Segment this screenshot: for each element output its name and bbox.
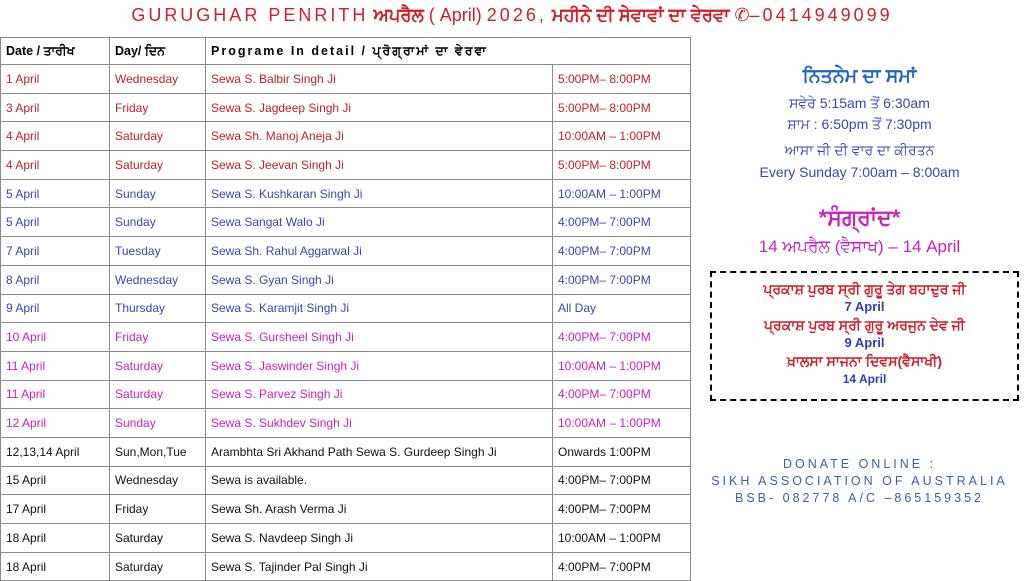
gurpurab-title: ਖ਼ਾਲਸਾ ਸਾਜਨਾ ਦਿਵਸ(ਵੈਸਾਖੀ) [786,353,943,369]
cell-time: 4:00PM– 7:00PM [553,208,691,237]
cell-day: Sun,Mon,Tue [110,437,206,466]
cell-day: Wednesday [110,265,206,294]
cell-day: Saturday [110,380,206,409]
cell-day: Saturday [110,552,206,581]
cell-day: Saturday [110,351,206,380]
cell-program: Sewa S. Jaswinder Singh Ji [206,351,553,380]
cell-day: Wednesday [110,65,206,94]
table-row [1,323,691,352]
table-row [1,552,691,581]
cell-time: 4:00PM– 7:00PM [553,495,691,524]
cell-program: Sewa S. Parvez Singh Ji [206,380,553,409]
table-row [1,437,691,466]
cell-date: 15 April [1,466,110,495]
cell-day: Saturday [110,151,206,180]
gurpurab-box [710,271,1019,401]
cell-day: Sunday [110,208,206,237]
table-header-row [1,38,691,65]
gurpurab-title: ਪ੍ਰਕਾਸ਼ ਪੁਰਬ ਸ੍ਰੀ ਗੁਰੂ ਤੇਗ ਬਹਾਦੁਰ ਜੀ [763,281,966,297]
table-row [1,265,691,294]
cell-program: Sewa Sangat Walo Ji [206,208,553,237]
cell-date: 1 April [1,65,110,94]
table-row [1,495,691,524]
cell-day: Friday [110,323,206,352]
cell-day: Wednesday [110,466,206,495]
cell-day: Friday [110,93,206,122]
asa-di-var: ਆਸਾ ਜੀ ਦੀ ਵਾਰ ਦਾ ਕੀਰਤਨ [784,142,935,158]
cell-date: 18 April [1,552,110,581]
cell-time: 5:00PM– 8:00PM [553,65,691,94]
cell-program: Sewa Sh. Rahul Aggarwal Ji [206,237,553,266]
cell-program: Sewa S. Sukhdev Singh Ji [206,409,553,438]
donate-bank: BSB- 082778 A/C –865159352 [735,491,984,505]
table-row [1,294,691,323]
nitnem-evening: ਸ਼ਾਮ : 6:50pm ਤੋਂ 7:30pm [787,116,932,132]
month-english: ( April) [428,5,482,25]
cell-date: 9 April [1,294,110,323]
cell-time: 4:00PM– 7:00PM [553,466,691,495]
table-row [1,524,691,553]
schedule-table [0,37,691,581]
cell-date: 10 April [1,323,110,352]
cell-time: 4:00PM– 7:00PM [553,552,691,581]
year: 2026, [486,5,547,25]
cell-program: Sewa S. Balbir Singh Ji [206,65,553,94]
cell-time: 4:00PM– 7:00PM [553,237,691,266]
cell-date: 11 April [1,380,110,409]
cell-date: 7 April [1,237,110,266]
table-row [1,93,691,122]
cell-day: Saturday [110,524,206,553]
cell-date: 5 April [1,179,110,208]
cell-time: 4:00PM– 7:00PM [553,323,691,352]
cell-program: Sewa S. Jeevan Singh Ji [206,151,553,180]
table-row [1,409,691,438]
cell-day: Friday [110,495,206,524]
cell-date: 3 April [1,93,110,122]
cell-program: Sewa S. Tajinder Pal Singh Ji [206,552,553,581]
table-row [1,65,691,94]
gurpurab-title: ਪ੍ਰਕਾਸ਼ ਪੁਰਬ ਸ੍ਰੀ ਗੁਰੂ ਅਰਜੁਨ ਦੇਵ ਜੀ [763,317,965,333]
cell-day: Tuesday [110,237,206,266]
cell-date: 18 April [1,524,110,553]
cell-time: 5:00PM– 8:00PM [553,151,691,180]
cell-time: 5:00PM– 8:00PM [553,93,691,122]
org-name: GURUGHAR PENRITH [131,5,369,25]
cell-day: Saturday [110,122,206,151]
table-row [1,466,691,495]
cell-date: 4 April [1,122,110,151]
cell-time: 10:00AM – 1:00PM [553,351,691,380]
header-title-punjabi: ਮਹੀਨੇ ਦੀ ਸੇਵਾਵਾਂ ਦਾ ਵੇਰਵਾ [551,5,730,25]
cell-program: Sewa S. Jagdeep Singh Ji [206,93,553,122]
sunday-kirtan: Every Sunday 7:00am – 8:00am [759,164,960,180]
cell-day: Sunday [110,179,206,208]
cell-time: 4:00PM– 7:00PM [553,265,691,294]
cell-program: Sewa S. Navdeep Singh Ji [206,524,553,553]
cell-time: 10:00AM – 1:00PM [553,179,691,208]
cell-time: 10:00AM – 1:00PM [553,409,691,438]
cell-time: Onwards 1:00PM [553,437,691,466]
cell-date: 5 April [1,208,110,237]
cell-program: Arambhta Sri Akhand Path Sewa S. Gurdeep Singh Ji [206,437,553,466]
cell-program: Sewa is available. [206,466,553,495]
table-row [1,151,691,180]
nitnem-title: ਨਿਤਨੇਮ ਦਾ ਸਮਾਂ [802,66,917,87]
cell-program: Sewa Sh. Manoj Aneja Ji [206,122,553,151]
header-day: Day/ ਦਿਨ [110,38,206,65]
table-row [1,208,691,237]
table-row [1,237,691,266]
gurpurab-date: 9 April [844,335,885,350]
table-row [1,179,691,208]
table-row [1,380,691,409]
sangrand-title: *ਸੰਗ੍ਰਾਂਦ* [818,205,901,230]
cell-date: 17 April [1,495,110,524]
phone-number: –0414949099 [749,5,893,25]
cell-program: Sewa S. Karamjit Singh Ji [206,294,553,323]
cell-time: All Day [553,294,691,323]
cell-date: 8 April [1,265,110,294]
cell-date: 12,13,14 April [1,437,110,466]
cell-program: Sewa S. Gursheel Singh Ji [206,323,553,352]
cell-program: Sewa S. Kushkaran Singh Ji [206,179,553,208]
gurpurab-date: 7 April [844,299,885,314]
phone-icon: ✆ [734,5,750,25]
header-date: Date / ਤਾਰੀਖ [1,38,110,65]
month-punjabi: ਅਪਰੈਲ [373,5,424,25]
cell-program: Sewa Sh. Arash Verma Ji [206,495,553,524]
page-header [0,0,1024,34]
table-row [1,351,691,380]
cell-date: 11 April [1,351,110,380]
header-program: Programe In detail / ਪ੍ਰੋਗ੍ਰਾਮਾਂ ਦਾ ਵੇਰਵਾ [206,38,691,65]
gurpurab-date: 14 April [842,372,887,386]
sangrand-date: 14 ਅਪਰੈਲ (ਵੈਸਾਖ) – 14 April [758,237,961,256]
cell-date: 4 April [1,151,110,180]
donate-heading: DONATE ONLINE : [782,457,937,471]
cell-time: 10:00AM – 1:00PM [553,122,691,151]
cell-time: 4:00PM– 7:00PM [553,380,691,409]
donate-org: SIKH ASSOCIATION OF AUSTRALIA [711,474,1008,488]
donate-info [695,456,1024,507]
nitnem-morning: ਸਵੇਰੇ 5:15am ਤੋਂ 6:30am [789,95,930,111]
cell-program: Sewa S. Gyan Singh Ji [206,265,553,294]
cell-time: 10:00AM – 1:00PM [553,524,691,553]
cell-day: Sunday [110,409,206,438]
cell-day: Thursday [110,294,206,323]
cell-date: 12 April [1,409,110,438]
table-row [1,122,691,151]
